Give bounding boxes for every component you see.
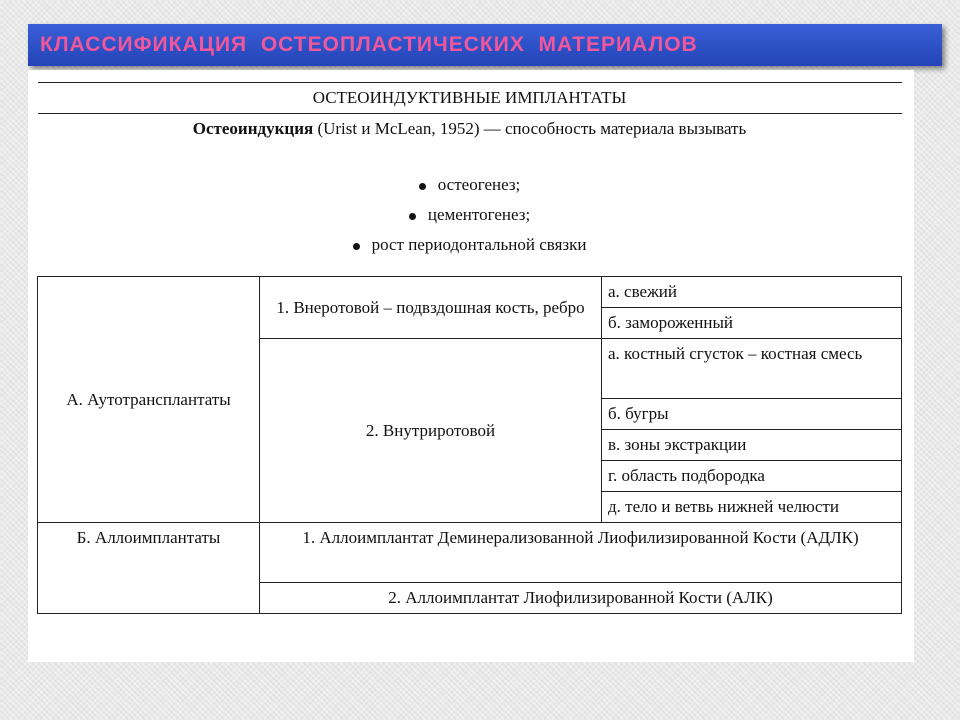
table-header-row [38,83,902,114]
definition-term: Остеоиндукция [192,119,314,138]
list-item: рост периодонтальной связки [44,230,896,260]
classification-table [37,82,902,614]
slide-title: КЛАССИФИКАЦИЯ ОСТЕОПЛАСТИЧЕСКИХ МАТЕРИАЛОВ [40,33,698,56]
definition-list [44,170,896,260]
allograft-label: Б. Аллоимплантаты [38,523,260,614]
intraoral-option: д. тело и ветвь нижней челюсти [602,492,902,523]
list-item: цементогенез; [44,200,896,230]
allograft-item: 1. Аллоимплантат Деминерализованной Лиофилизированной Кости (АДЛК) [260,523,902,583]
definition-cell [38,114,902,277]
intraoral-option: а. костный сгусток – костная смесь [602,339,902,399]
slide-title-bar [28,24,942,66]
bullet-icon [409,213,416,220]
table-header [38,83,902,114]
content-panel [28,70,914,662]
intraoral-option: г. область подбородка [602,461,902,492]
allograft-item: 2. Аллоимплантат Лиофилизированной Кости (АЛК) [260,583,902,614]
definition-text [44,114,896,144]
intraoral-label: 2. Внутриротовой [260,339,602,523]
extraoral-option: а. свежий [602,277,902,308]
bullet-icon [353,243,360,250]
definition-row [38,114,902,277]
intraoral-option: в. зоны экстракции [602,430,902,461]
extraoral-option: б. замороженный [602,308,902,339]
table-header-text: ОСТЕОИНДУКТИВНЫЕ ИМПЛАНТАТЫ [312,88,627,107]
bullet-icon [419,183,426,190]
table-row [38,277,902,308]
intraoral-option: б. бугры [602,399,902,430]
autograft-label: А. Аутотрансплантаты [38,277,260,523]
list-item: остеогенез; [44,170,896,200]
extraoral-label: 1. Внеротовой – подвздошная кость, ребро [260,277,602,339]
definition-rest: (Urist и McLean, 1952) — способность материала вызывать [313,119,747,138]
table-row [38,523,902,583]
